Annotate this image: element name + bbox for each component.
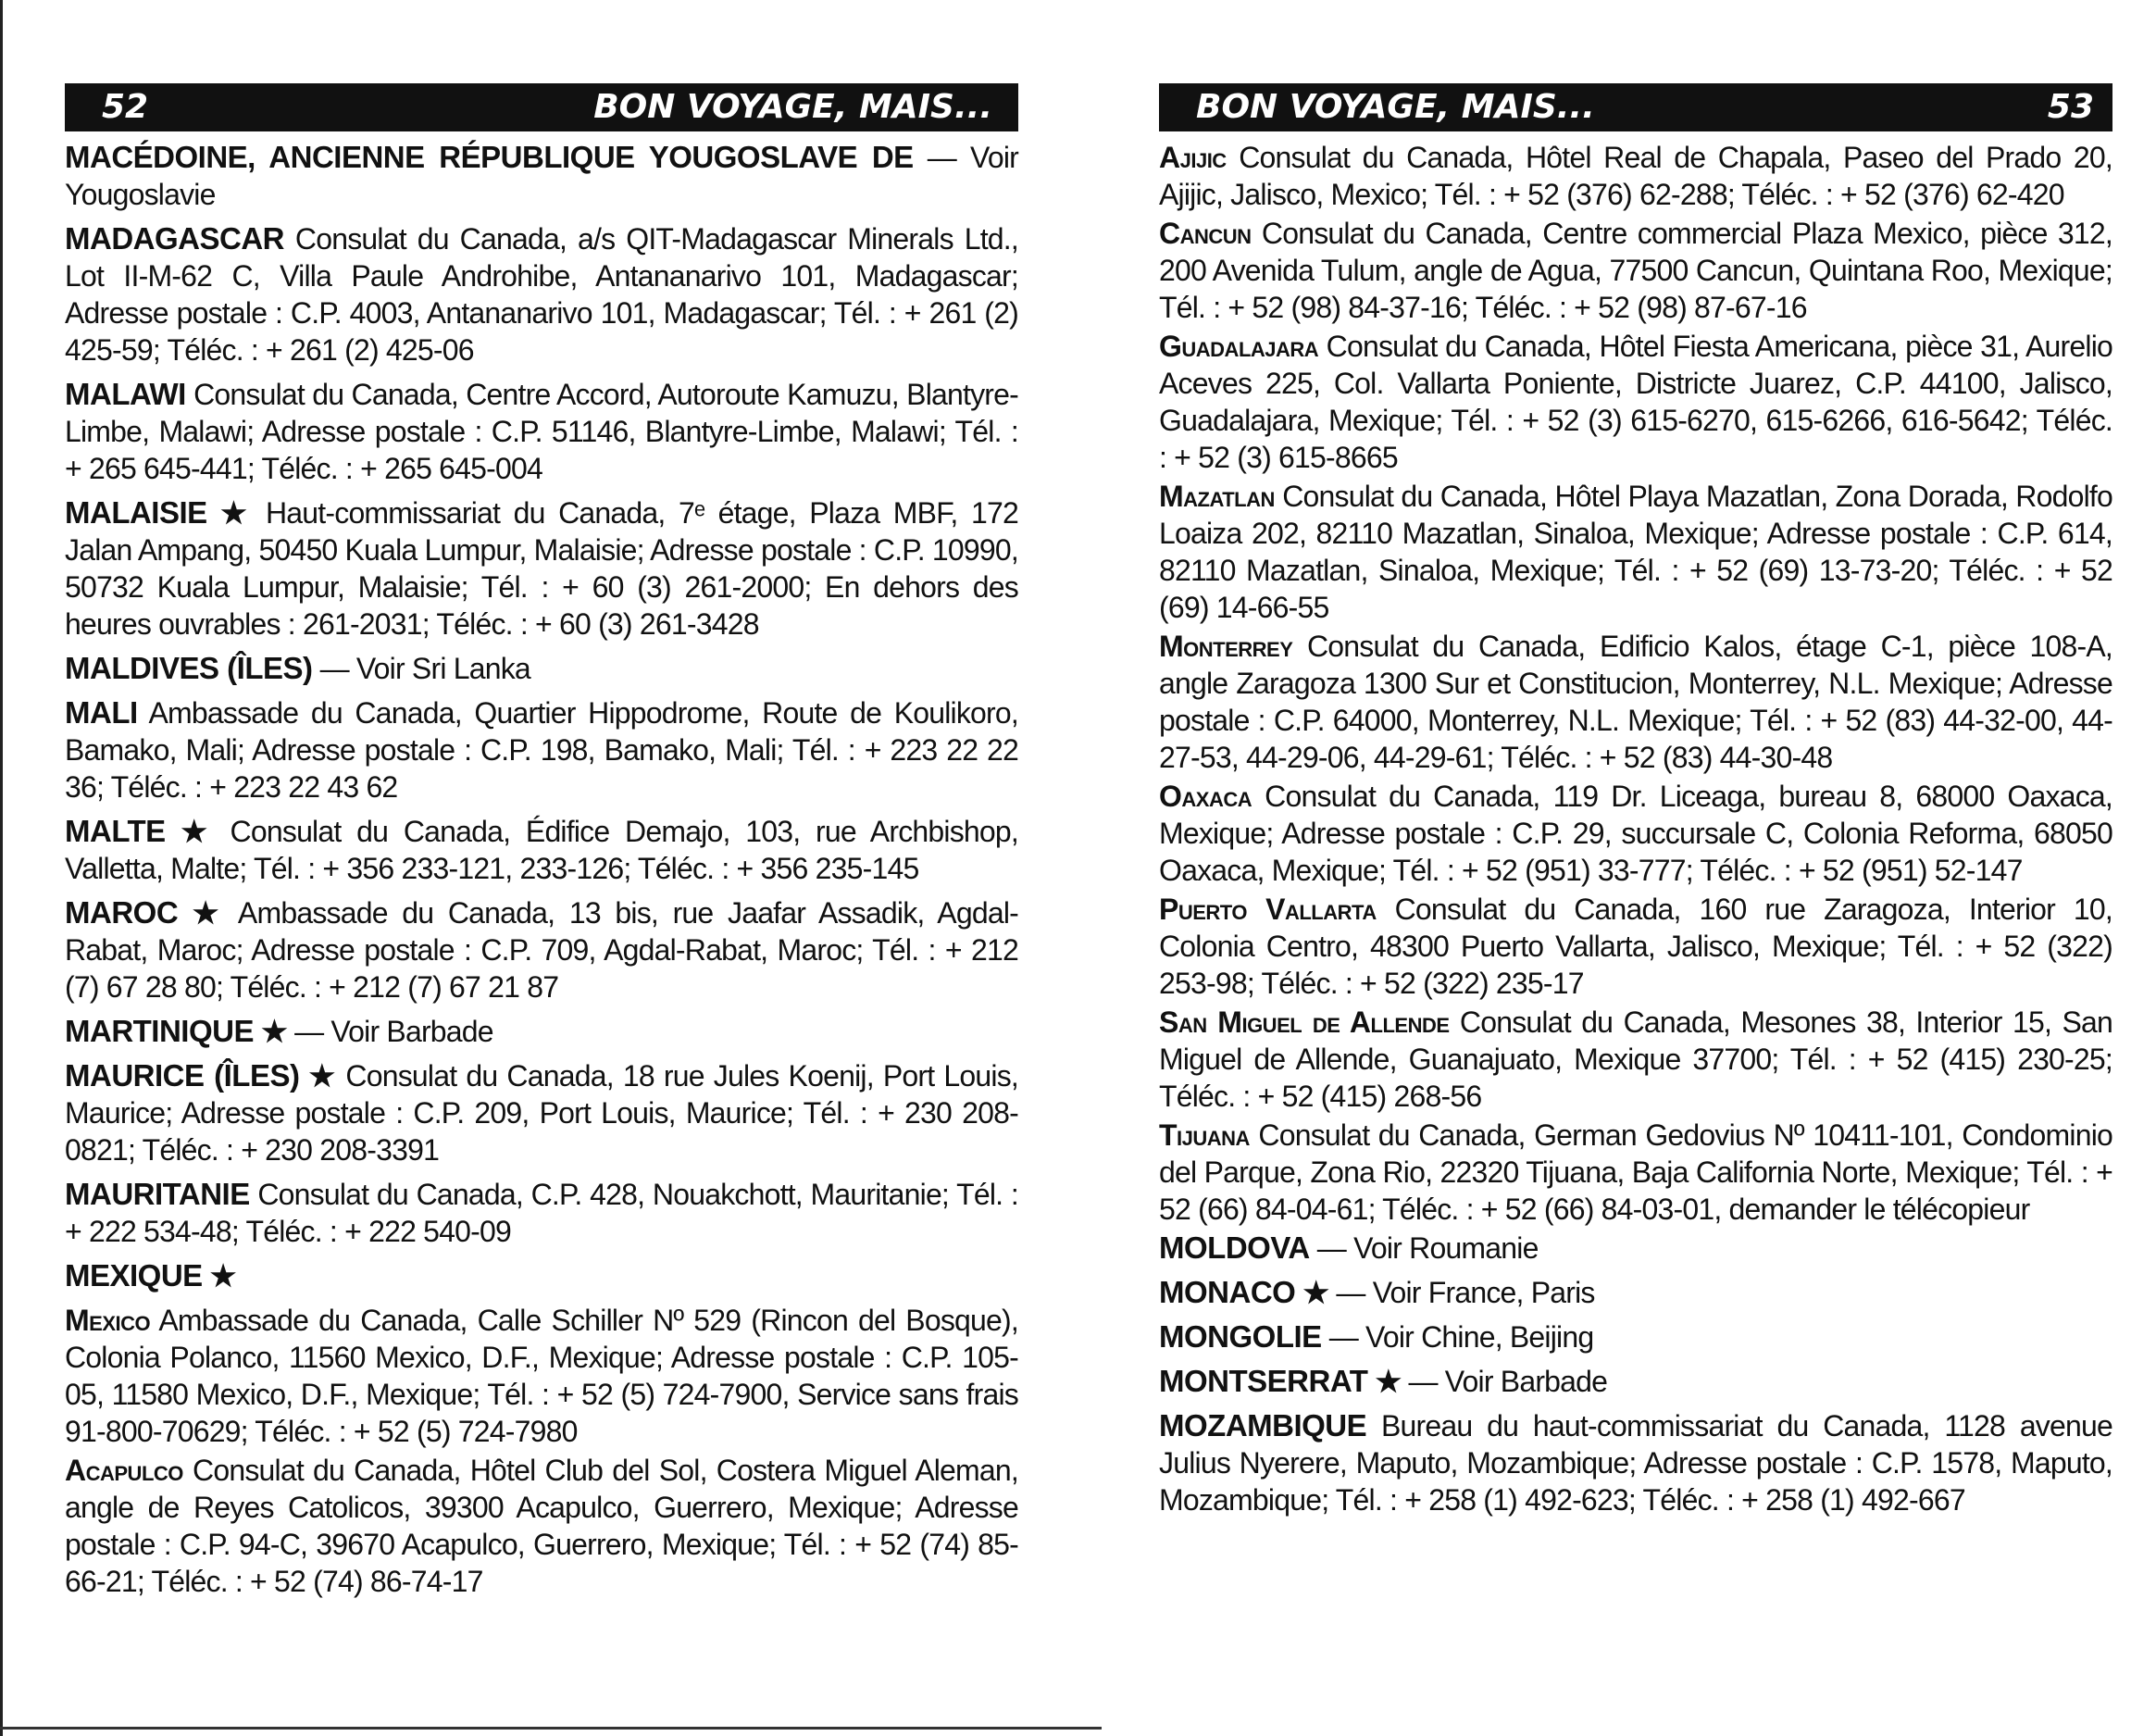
country-name: MONACO (1159, 1275, 1296, 1309)
country-entry (65, 139, 1018, 213)
entry-details: — Voir Roumanie (1309, 1231, 1539, 1265)
country-entry (65, 813, 1018, 887)
star-icon: ★ (299, 1059, 337, 1093)
city-name: Guadalajara (1159, 330, 1319, 363)
city-name: Mexico (65, 1304, 151, 1337)
country-entry (65, 1257, 1018, 1294)
entry-details: Consulat du Canada, German Gedovius Nº 10411-101, Condominio del Parque, Zona Rio, 22320 Tijuana, Baja California Norte, Mexique; Tél. : + 52 (66) 84-04-61; Téléc. : + 52 (66) 84-03-01, demander le télécopieur (1159, 1118, 2112, 1226)
right-page (1159, 0, 2112, 1526)
country-entry (65, 694, 1018, 806)
entry-details: Consulat du Canada, 160 rue Zaragoza, Interior 10, Colonia Centro, 48300 Puerto Vallarta, Jalisco, Mexique; Tél. : + 52 (322) 253-98; Téléc. : + 52 (322) 235-17 (1159, 893, 2112, 1000)
city-entry (65, 1302, 1018, 1450)
country-entry (1159, 1363, 2112, 1400)
country-entry (65, 1013, 1018, 1050)
star-icon: ★ (254, 1015, 287, 1048)
country-name: MAURITANIE (65, 1177, 250, 1211)
city-entry (1159, 328, 2112, 476)
country-name: MADAGASCAR (65, 221, 284, 256)
entry-details: Consulat du Canada, Hôtel Real de Chapala, Paseo del Prado 20, Ajijic, Jalisco, Mexico; Tél. : + 52 (376) 62-288; Téléc. : + 52 (376) 62-420 (1159, 141, 2112, 211)
entry-details: Consulat du Canada, C.P. 428, Nouakchott, Mauritanie; Tél. : + 222 534-48; Téléc. : + 222 540-09 (65, 1178, 1018, 1248)
left-entries-list (65, 139, 1018, 1600)
country-name: MAROC (65, 895, 179, 930)
country-entry (65, 376, 1018, 487)
entry-details: Consulat du Canada, Hôtel Fiesta Americana, pièce 31, Aurelio Aceves 225, Col. Vallarta Poniente, Districte Juarez, C.P. 44100, Jalisco, Guadalajara, Mexique; Tél. : + 52 (3) 615-6270, 615-6266, 616-5642; Téléc. : + 52 (3) 615-8665 (1159, 330, 2112, 474)
country-entry (1159, 1407, 2112, 1518)
entry-details: — Voir Chine, Beijing (1321, 1320, 1594, 1354)
country-entry (1159, 1230, 2112, 1267)
entry-details: Consulat du Canada, Mesones 38, Interior 15, San Miguel de Allende, Guanajuato, Mexique 37700; Tél. : + 52 (415) 230-25; Téléc. : + 52 (415) 268-56 (1159, 1005, 2112, 1113)
country-name: MONTSERRAT (1159, 1364, 1368, 1398)
city-entry (1159, 478, 2112, 626)
country-entry (1159, 1318, 2112, 1355)
city-name: Monterrey (1159, 630, 1293, 663)
city-name: Acapulco (65, 1454, 183, 1487)
country-name: MALTE (65, 814, 166, 848)
city-entry (65, 1452, 1018, 1600)
left-page-header (65, 83, 1018, 131)
entry-details: Consulat du Canada, Centre commercial Plaza Mexico, pièce 312, 200 Avenida Tulum, angle de Agua, 77500 Cancun, Quintana Roo, Mexique; Tél. : + 52 (98) 84-37-16; Téléc. : + 52 (98) 87-67-16 (1159, 217, 2112, 324)
right-running-title: BON VOYAGE, MAIS... (1196, 88, 1595, 126)
city-name: San Miguel de Allende (1159, 1005, 1450, 1039)
left-page (65, 0, 1018, 1602)
entry-details: — Voir Barbade (1401, 1365, 1608, 1398)
city-entry (1159, 628, 2112, 776)
country-name: MAURICE (ÎLES) (65, 1058, 300, 1093)
entry-details: Ambassade du Canada, Calle Schiller Nº 529 (Rincon del Bosque), Colonia Polanco, 11560 Mexico, D.F., Mexique; Adresse postale : C.P. 105-05, 11580 Mexico, D.F., Mexique; Tél. : + 52 (5) 724-7900, Service sans frais 91-800-70629; Téléc. : + 52 (5) 724-7980 (65, 1304, 1018, 1448)
right-page-header (1159, 83, 2112, 131)
entry-details: Consulat du Canada, Hôtel Club del Sol, Costera Miguel Aleman, angle de Reyes Catolicos, 39300 Acapulco, Guerrero, Mexique; Adresse postale : C.P. 94-C, 39670 Acapulco, Guerrero, Mexique; Tél. : + 52 (74) 85-66-21; Téléc. : + 52 (74) 86-74-17 (65, 1454, 1018, 1598)
entry-details: Consulat du Canada, Édifice Demajo, 103, rue Archbishop, Valletta, Malte; Tél. : + 356 233-121, 233-126; Téléc. : + 356 235-145 (65, 815, 1018, 885)
left-running-title: BON VOYAGE, MAIS... (593, 88, 992, 126)
star-icon: ★ (206, 496, 253, 530)
country-name: MOLDOVA (1159, 1230, 1310, 1265)
city-name: Puerto Vallarta (1159, 893, 1377, 926)
country-name: MOZAMBIQUE (1159, 1408, 1367, 1443)
city-name: Mazatlan (1159, 480, 1275, 513)
city-entry (1159, 1004, 2112, 1115)
country-entry (65, 650, 1018, 687)
entry-details: Ambassade du Canada, Quartier Hippodrome, Route de Koulikoro, Bamako, Mali; Adresse postale : C.P. 198, Bamako, Mali; Tél. : + 223 22 22 36; Téléc. : + 223 22 43 62 (65, 696, 1018, 804)
city-name: Tijuana (1159, 1118, 1250, 1152)
country-entry (65, 1176, 1018, 1250)
entry-details: Consulat du Canada, 119 Dr. Liceaga, bureau 8, 68000 Oaxaca, Mexique; Adresse postale : C.P. 29, succursale C, Colonia Reforma, 68050 Oaxaca, Mexique; Tél. : + 52 (951) 33-777; Téléc. : + 52 (951) 52-147 (1159, 780, 2112, 887)
entry-details: Haut-commissariat du Canada, 7ᵉ étage, Plaza MBF, 172 Jalan Ampang, 50450 Kuala Lumpur, Malaisie; Adresse postale : C.P. 10990, 50732 Kuala Lumpur, Malaisie; Tél. : + 60 (3) 261-2000; En dehors des heures ouvrables : 261-2031; Téléc. : + 60 (3) 261-3428 (65, 496, 1018, 641)
entry-details: Consulat du Canada, Edificio Kalos, étage C-1, pièce 108-A, angle Zaragoza 1300 Sur et Constitucion, Monterrey, N.L. Mexique; Adresse postale : C.P. 64000, Monterrey, N.L. Mexique; Tél. : + 52 (83) 44-32-00, 44-27-53, 44-29-06, 44-29-61; Téléc. : + 52 (83) 44-30-48 (1159, 630, 2112, 774)
entry-details: Consulat du Canada, a/s QIT-Madagascar Minerals Ltd., Lot II-M-62 C, Villa Paule Androhibe, Antananarivo 101, Madagascar; Adresse postale : C.P. 4003, Antananarivo 101, Madagascar; Tél. : + 261 (2) 425-59; Téléc. : + 261 (2) 425-06 (65, 222, 1018, 367)
entry-details: Consulat du Canada, Centre Accord, Autoroute Kamuzu, Blantyre-Limbe, Malawi; Adresse postale : C.P. 51146, Blantyre-Limbe, Malawi; Tél. : + 265 645-441; Téléc. : + 265 645-004 (65, 378, 1018, 485)
entry-details: Consulat du Canada, 18 rue Jules Koenij, Port Louis, Maurice; Adresse postale : C.P. 209, Port Louis, Maurice; Tél. : + 230 208-0821; Téléc. : + 230 208-3391 (65, 1059, 1018, 1167)
city-entry (1159, 215, 2112, 326)
star-icon: ★ (202, 1259, 236, 1293)
country-entry (65, 1057, 1018, 1168)
page-bottom-edge (0, 1727, 1102, 1730)
country-name: MACÉDOINE, ANCIENNE RÉPUBLIQUE YOUGOSLAVE DE (65, 140, 914, 174)
country-name: MALDIVES (ÎLES) (65, 651, 313, 685)
country-entry (65, 894, 1018, 1005)
star-icon: ★ (1295, 1276, 1329, 1309)
star-icon: ★ (165, 815, 215, 848)
country-name: MALAWI (65, 377, 186, 411)
country-name: MALAISIE (65, 495, 207, 530)
entry-details: — Voir France, Paris (1328, 1276, 1595, 1309)
country-entry (1159, 1274, 2112, 1311)
city-entry (1159, 1117, 2112, 1228)
country-entry (65, 220, 1018, 368)
city-entry (1159, 778, 2112, 889)
country-name: MALI (65, 695, 138, 730)
country-name: MONGOLIE (1159, 1319, 1322, 1354)
city-entry (1159, 891, 2112, 1002)
entry-details: Consulat du Canada, Hôtel Playa Mazatlan, Zona Dorada, Rodolfo Loaiza 202, 82110 Mazatlan, Sinaloa, Mexique; Adresse postale : C.P. 614, 82110 Mazatlan, Sinaloa, Mexique; Tél. : + 52 (69) 13-73-20; Téléc. : + 52 (69) 14-66-55 (1159, 480, 2112, 624)
city-name: Ajijic (1159, 141, 1227, 174)
country-name: MEXIQUE (65, 1258, 203, 1293)
right-entries-list (1159, 139, 2112, 1518)
country-entry (65, 494, 1018, 643)
city-name: Oaxaca (1159, 780, 1252, 813)
entry-details: — Voir Barbade (286, 1015, 493, 1048)
entry-details: Bureau du haut-commissariat du Canada, 1128 avenue Julius Nyerere, Maputo, Mozambique; Adresse postale : C.P. 1578, Maputo, Mozambique; Tél. : + 258 (1) 492-623; Téléc. : + 258 (1) 492-667 (1159, 1409, 2112, 1517)
star-icon: ★ (178, 896, 226, 930)
city-name: Cancun (1159, 217, 1252, 250)
city-entry (1159, 139, 2112, 213)
star-icon: ★ (1367, 1365, 1402, 1398)
left-page-number: 52 (102, 88, 149, 126)
entry-details: Ambassade du Canada, 13 bis, rue Jaafar Assadik, Agdal-Rabat, Maroc; Adresse postale : C.P. 709, Agdal-Rabat, Maroc; Tél. : + 212 (7) 67 28 80; Téléc. : + 212 (7) 67 21 87 (65, 896, 1018, 1004)
country-name: MARTINIQUE (65, 1014, 254, 1048)
right-page-number: 53 (2047, 88, 2094, 126)
entry-details: — Voir Yougoslavie (65, 141, 1018, 211)
entry-details: — Voir Sri Lanka (312, 652, 530, 685)
binding-edge-line (0, 0, 3, 1736)
